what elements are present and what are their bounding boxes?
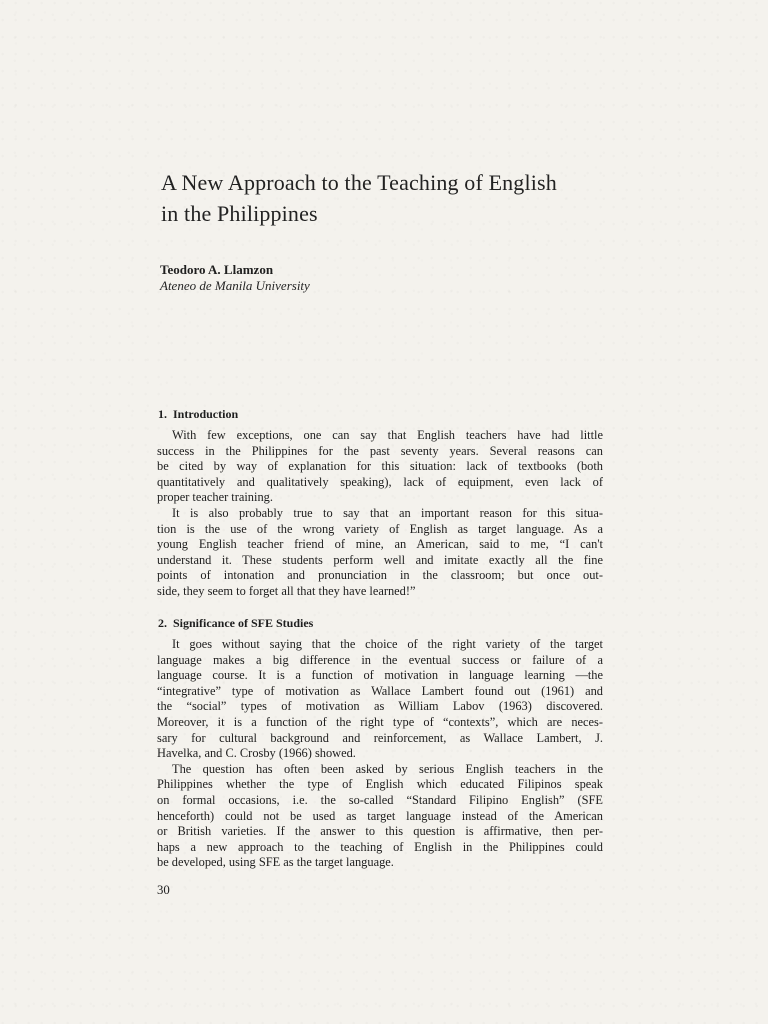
text-line: Philippines whether the type of English which educated Filipinos speak	[157, 777, 603, 792]
article-title	[161, 167, 631, 229]
section-title: Introduction	[173, 407, 239, 421]
text-line: “integrative” type of motivation as Wallace Lambert found out (1961) and	[157, 683, 603, 698]
author-affiliation: Ateneo de Manila University	[160, 278, 310, 293]
text-line: quantitatively and qualitatively speaking), lack of equipment, even lack of	[157, 474, 603, 489]
text-line: haps a new approach to the teaching of English in the Philippines could	[157, 839, 603, 854]
section-body-significance	[157, 637, 603, 871]
text-line: language makes a big difference in the eventual success or failure of a	[157, 652, 603, 667]
text-line: tion is the use of the wrong variety of English as target language. As a	[157, 521, 603, 536]
section-heading-introduction	[158, 407, 238, 422]
text-line: proper teacher training.	[157, 490, 273, 505]
author-name: Teodoro A. Llamzon	[160, 262, 274, 277]
text-line: Moreover, it is a function of the right type of “contexts”, which are neces-	[157, 714, 603, 729]
section-number: 2.	[158, 616, 167, 630]
text-line: Havelka, and C. Crosby (1966) showed.	[157, 746, 356, 761]
text-line: language course. It is a function of motivation in language learning —the	[157, 668, 603, 683]
text-line: points of intonation and pronunciation in the classroom; but once out-	[157, 568, 603, 583]
text-line: on formal occasions, i.e. the so-called “Standard Filipino English” (SFE	[157, 792, 603, 807]
page-number: 30	[157, 883, 170, 897]
title-line: in the Philippines	[161, 201, 318, 226]
text-line: understand it. These students perform well and imitate exactly all the fine	[157, 552, 603, 567]
text-line: be developed, using SFE as the target language.	[157, 855, 394, 870]
text-line: With few exceptions, one can say that English teachers have had little	[172, 428, 603, 442]
text-line: the “social” types of motivation as William Labov (1963) discovered.	[157, 699, 603, 714]
section-body-introduction	[157, 428, 603, 600]
text-line: It goes without saying that the choice of the right variety of the target	[172, 637, 603, 651]
section-heading-significance	[158, 616, 313, 631]
text-line: henceforth) could not be used as target language instead of the American	[157, 808, 603, 823]
text-line: The question has often been asked by serious English teachers in the	[172, 761, 603, 776]
text-line: or British varieties. If the answer to this question is affirmative, then per-	[157, 824, 603, 839]
text-line: sary for cultural background and reinforcement, as Wallace Lambert, J.	[157, 730, 603, 745]
text-line: It is also probably true to say that an important reason for this situa-	[172, 505, 603, 520]
section-title: Significance of SFE Studies	[173, 616, 314, 630]
text-line: success in the Philippines for the past seventy years. Several reasons can	[157, 443, 603, 458]
text-line: be cited by way of explanation for this situation: lack of textbooks (both	[157, 459, 603, 474]
title-line: A New Approach to the Teaching of English	[161, 170, 557, 195]
text-line: side, they seem to forget all that they have learned!”	[157, 583, 416, 598]
text-line: young English teacher friend of mine, an American, said to me, “I can't	[157, 537, 603, 552]
section-number: 1.	[158, 407, 167, 421]
